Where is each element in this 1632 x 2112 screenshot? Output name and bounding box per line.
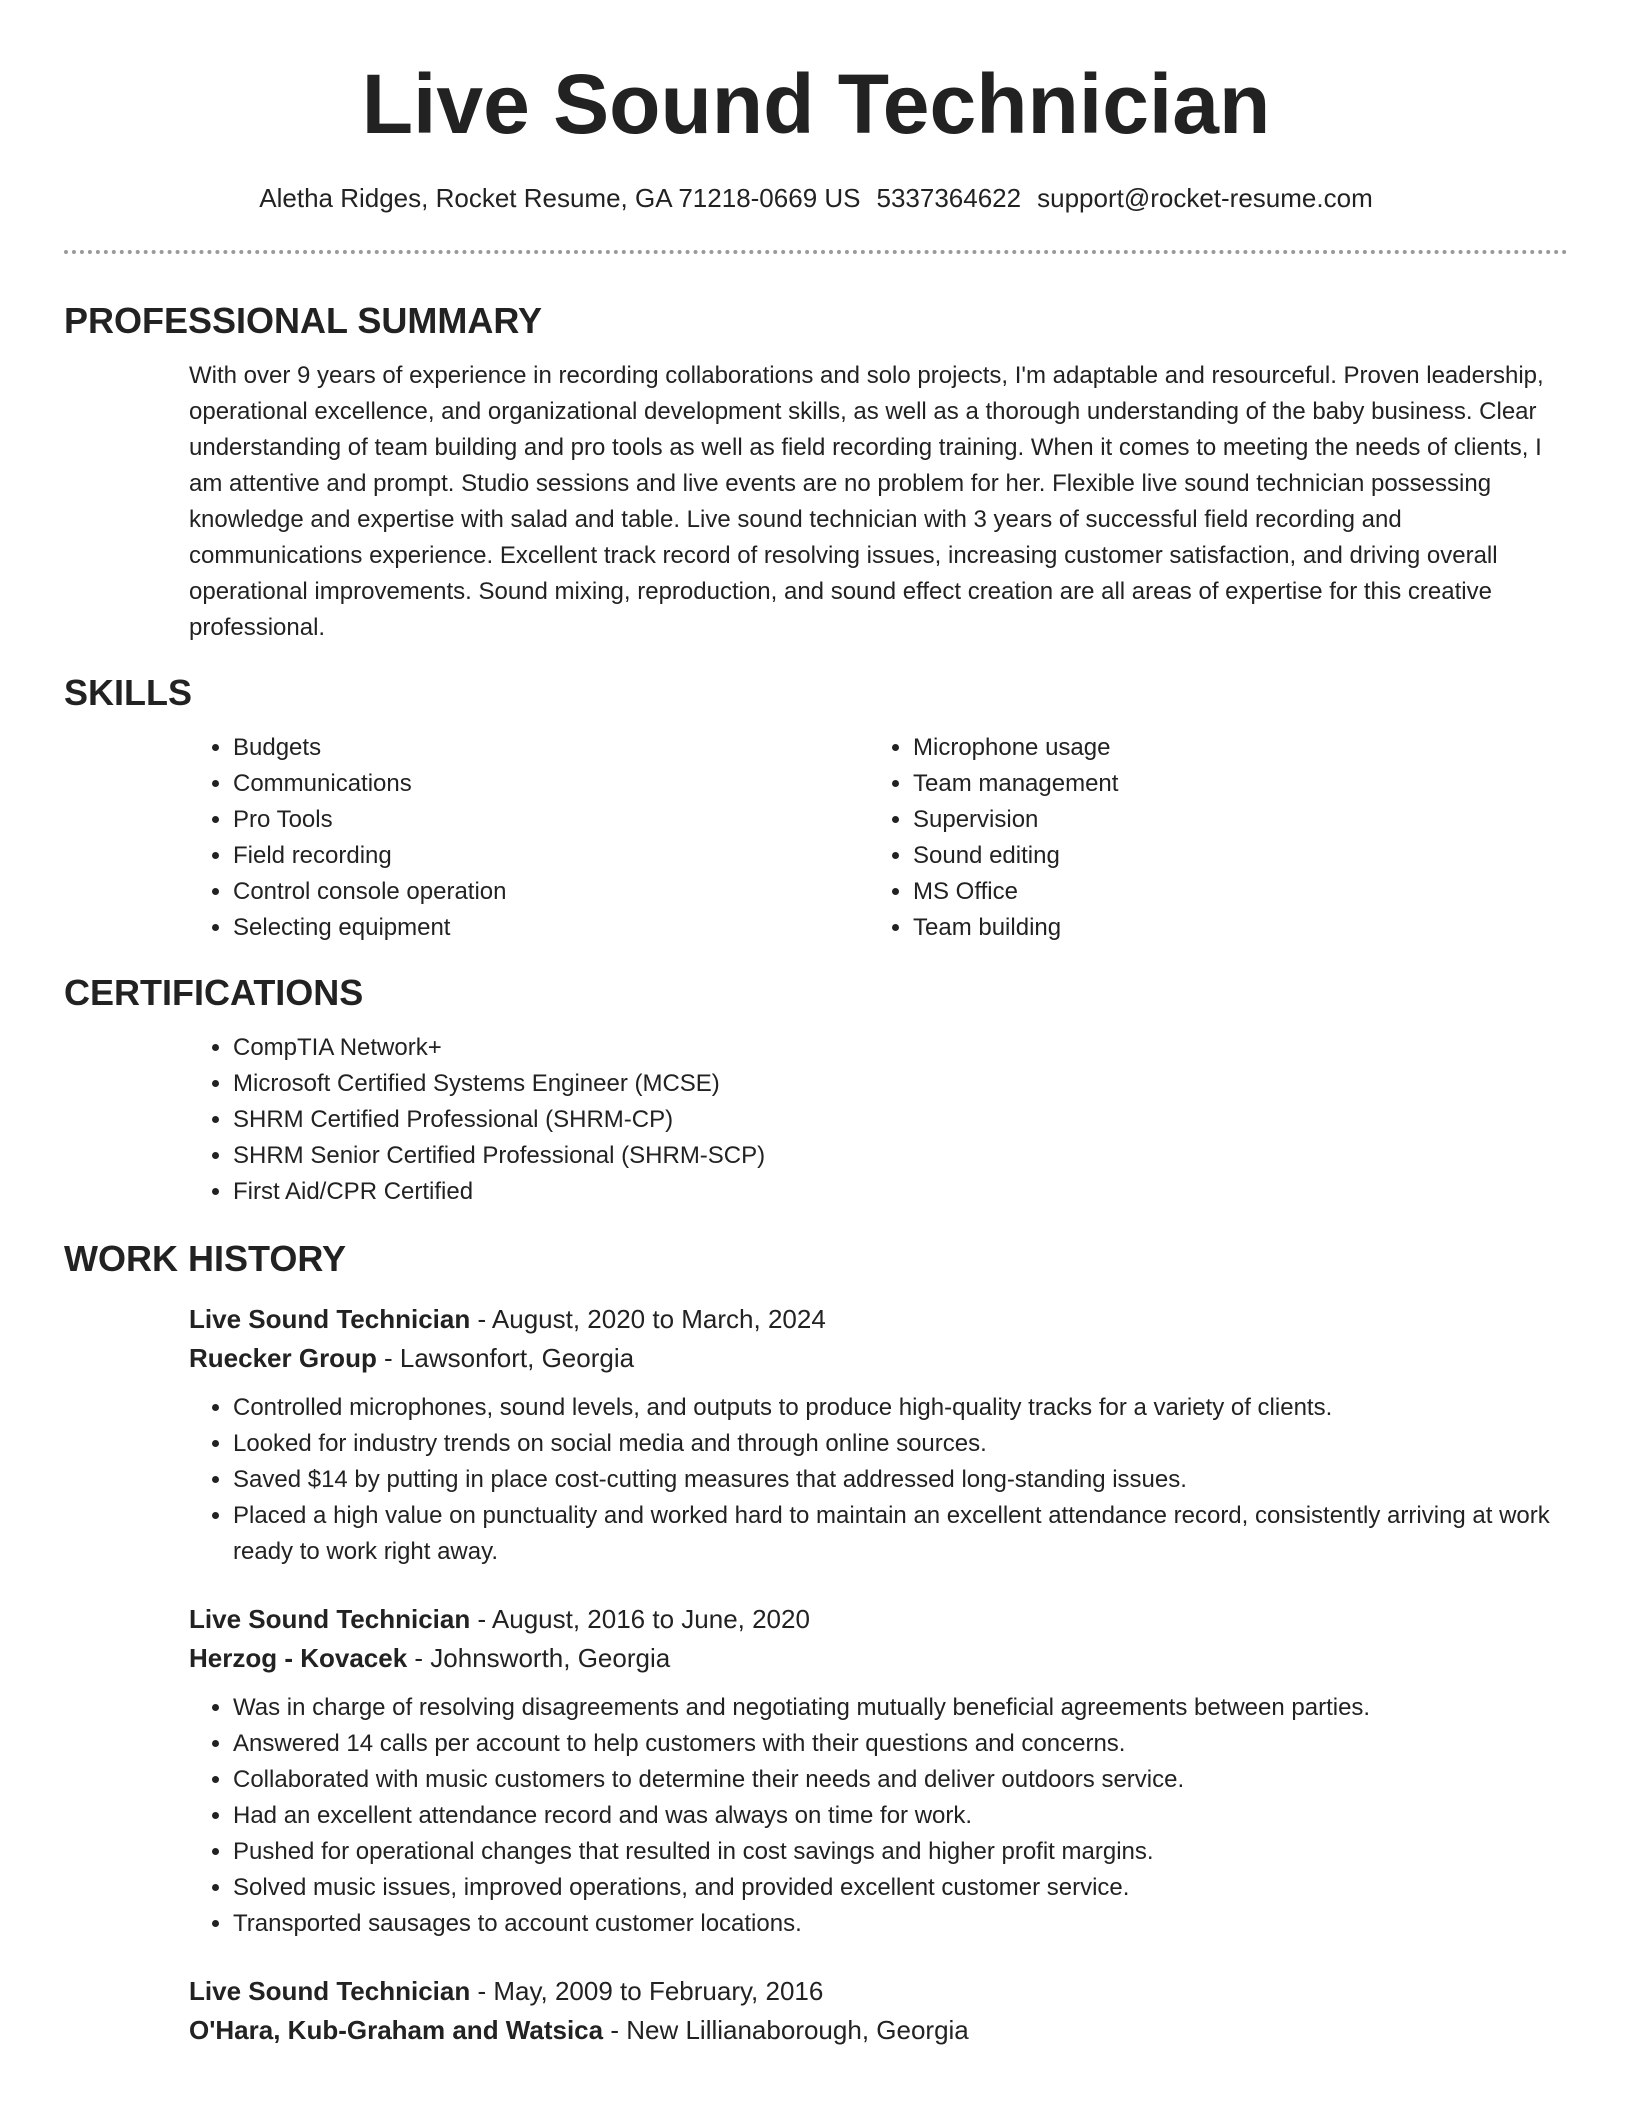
contact-info	[0, 178, 1632, 218]
skills-column-left	[189, 730, 869, 946]
job-dates: - August, 2020 to March, 2024	[470, 1304, 826, 1334]
skills-section	[0, 668, 1632, 946]
skill-item: • Communications	[233, 766, 869, 802]
job-entry	[189, 1972, 1569, 2050]
skill-item: • Team management	[913, 766, 1549, 802]
resume-content	[0, 296, 1632, 2050]
section-heading-certifications: CERTIFICATIONS	[64, 972, 364, 1013]
job-bullet: • Transported sausages to account customer locations.	[233, 1906, 1569, 1942]
job-bullet: • Collaborated with music customers to determine their needs and deliver outdoors service.	[233, 1762, 1569, 1798]
skill-item: • Team building	[913, 910, 1549, 946]
page-title: Live Sound Technician	[361, 57, 1271, 151]
job-bullet: • Placed a high value on punctuality and worked hard to maintain an excellent attendance record, consistently arriving at work ready to work right away.	[233, 1498, 1569, 1570]
job-company: Ruecker Group	[189, 1343, 377, 1373]
certification-item: • SHRM Certified Professional (SHRM-CP)	[233, 1102, 1569, 1138]
contact-phone: 5337364622	[876, 183, 1022, 213]
job-title-line	[189, 1972, 1569, 2011]
job-title-line	[189, 1600, 1569, 1639]
job-location: - Lawsonfort, Georgia	[376, 1343, 635, 1373]
job-company-line	[189, 1639, 1569, 1678]
job-entry	[189, 1300, 1569, 1570]
job-bullet: • Had an excellent attendance record and was always on time for work.	[233, 1798, 1569, 1834]
job-company-line	[189, 1339, 1569, 1378]
section-heading-summary: PROFESSIONAL SUMMARY	[64, 300, 543, 341]
job-bullet: • Saved $14 by putting in place cost-cutting measures that addressed long-standing issues.	[233, 1462, 1569, 1498]
job-bullet: • Answered 14 calls per account to help customers with their questions and concerns.	[233, 1726, 1569, 1762]
skill-item: • Control console operation	[233, 874, 869, 910]
work-history-section	[0, 1234, 1632, 2050]
certification-item: • SHRM Senior Certified Professional (SHRM-SCP)	[233, 1138, 1569, 1174]
job-dates: - May, 2009 to February, 2016	[470, 1976, 824, 2006]
summary-section	[0, 296, 1632, 646]
skill-item: • Budgets	[233, 730, 869, 766]
job-bullet: • Pushed for operational changes that resulted in cost savings and higher profit margins.	[233, 1834, 1569, 1870]
section-heading-work-history: WORK HISTORY	[64, 1238, 347, 1279]
job-bullet: • Solved music issues, improved operations, and provided excellent customer service.	[233, 1870, 1569, 1906]
job-bullet: • Looked for industry trends on social media and through online sources.	[233, 1426, 1569, 1462]
certification-item: • First Aid/CPR Certified	[233, 1174, 1569, 1210]
job-bullet: • Was in charge of resolving disagreements and negotiating mutually beneficial agreements between parties.	[233, 1690, 1569, 1726]
job-entry	[189, 1600, 1569, 1942]
skills-columns	[189, 730, 1569, 946]
summary-text: With over 9 years of experience in recording collaborations and solo projects, I'm adaptable and resourceful. Proven leadership, operational excellence, and organizational development skills, as well as a thorough understanding of the baby business. Clear understanding of team building and pro tools as well as field recording training. When it comes to meeting the needs of clients, I am attentive and prompt. Studio sessions and live events are no problem for her. Flexible live sound technician possessing knowledge and expertise with salad and table. Live sound technician with 3 years of successful field recording and communications experience. Excellent track record of resolving issues, increasing customer satisfaction, and driving overall operational improvements. Sound mixing, reproduction, and sound effect creation are all areas of expertise for this creative professional.	[189, 362, 1544, 641]
job-dates: - August, 2016 to June, 2020	[470, 1604, 810, 1634]
header-divider	[64, 250, 1568, 254]
certification-item: • Microsoft Certified Systems Engineer (MCSE)	[233, 1066, 1569, 1102]
certification-item: • CompTIA Network+	[233, 1030, 1569, 1066]
skill-item: • Supervision	[913, 802, 1549, 838]
skill-item: • Pro Tools	[233, 802, 869, 838]
job-title: Live Sound Technician	[189, 1976, 471, 2006]
certifications-list	[189, 1030, 1569, 1210]
skill-item: • Sound editing	[913, 838, 1549, 874]
skill-item: • MS Office	[913, 874, 1549, 910]
skill-item: • Selecting equipment	[233, 910, 869, 946]
job-company: Herzog - Kovacek	[189, 1643, 408, 1673]
job-company-line	[189, 2011, 1569, 2050]
contact-email: support@rocket-resume.com	[1037, 183, 1373, 213]
job-bullet: • Controlled microphones, sound levels, and outputs to produce high-quality tracks for a variety of clients.	[233, 1390, 1569, 1426]
skill-item: • Microphone usage	[913, 730, 1549, 766]
skills-column-right	[869, 730, 1549, 946]
job-company: O'Hara, Kub-Graham and Watsica	[189, 2015, 604, 2045]
job-location: - Johnsworth, Georgia	[407, 1643, 671, 1673]
certifications-section	[0, 968, 1632, 1210]
contact-address: Aletha Ridges, Rocket Resume, GA 71218-0669 US	[259, 183, 861, 213]
job-title: Live Sound Technician	[189, 1604, 471, 1634]
skill-item: • Field recording	[233, 838, 869, 874]
job-title: Live Sound Technician	[189, 1304, 471, 1334]
job-location: - New Lillianaborough, Georgia	[603, 2015, 969, 2045]
section-heading-skills: SKILLS	[64, 672, 193, 713]
job-title-line	[189, 1300, 1569, 1339]
